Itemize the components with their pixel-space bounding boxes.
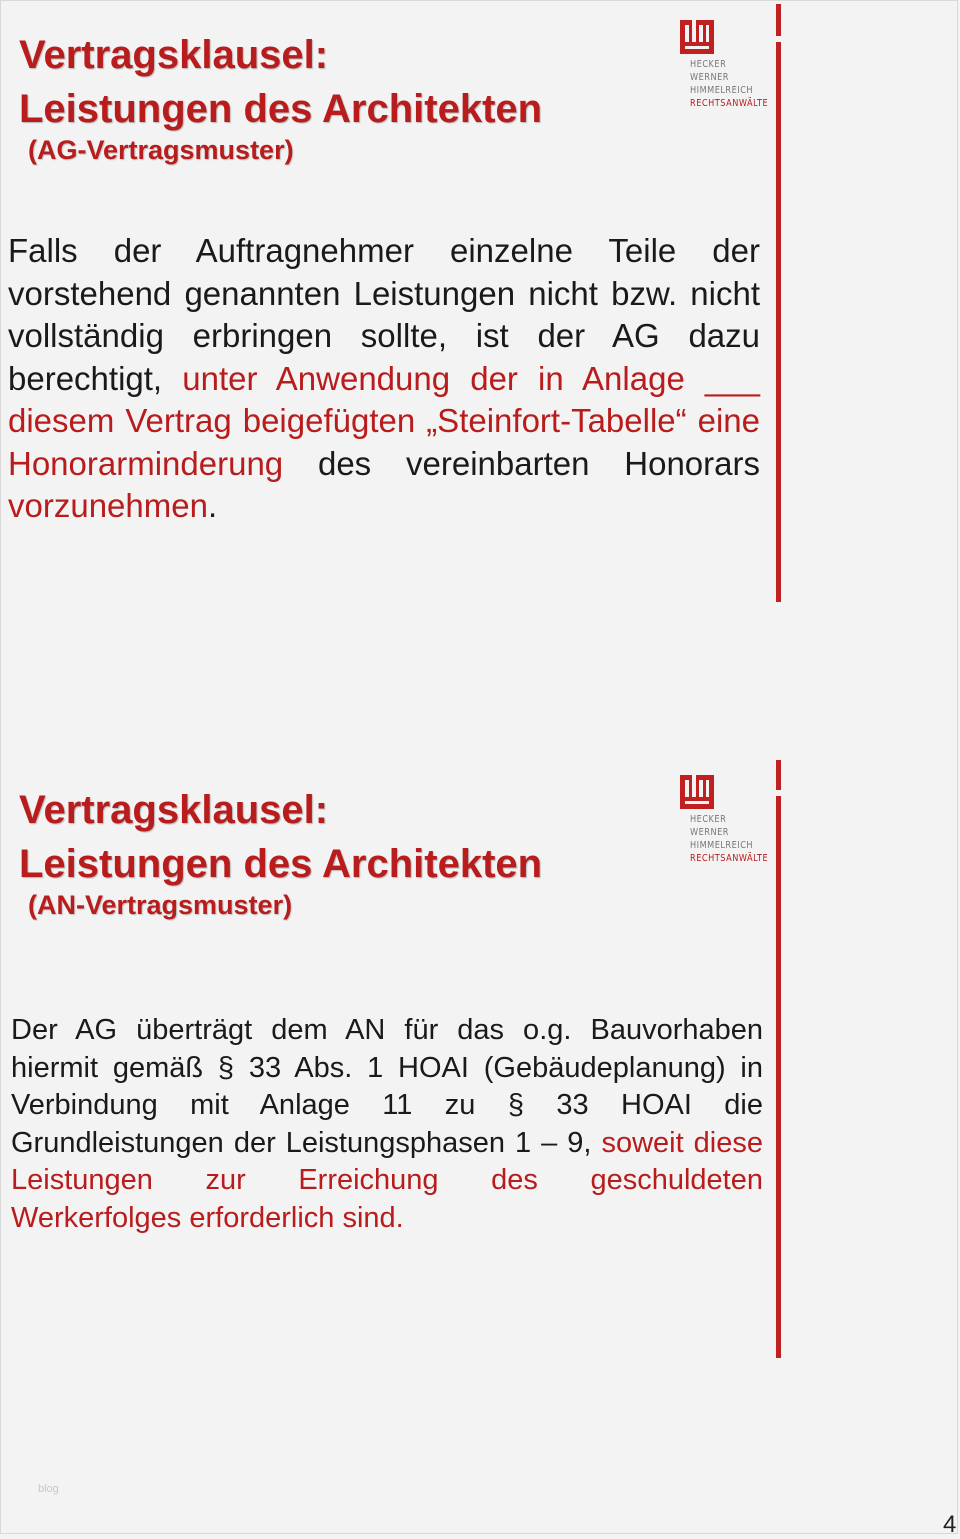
logo-text-werner: WERNER: [690, 72, 729, 83]
clause-text: [8, 230, 760, 528]
clause-highlight: unter Anwendung der in Anlage ___ diesem Vertrag beigefügten „Steinfort-Tabelle“ eine Honorarminderung: [8, 359, 760, 482]
logo-text-himmelreich: HIMMELREICH: [690, 840, 754, 851]
hwh-logo-icon: [680, 20, 714, 54]
title-line-1: Vertragsklausel:: [19, 33, 329, 77]
logo-text-rechtsanwaelte: RECHTSANWÄLTE: [690, 853, 769, 864]
title-line-2: Leistungen des Architekten: [19, 842, 543, 886]
title-line-1: Vertragsklausel:: [19, 788, 329, 832]
law-firm-logo: [680, 775, 770, 865]
clause-text-part: des vereinbarten Honorars: [283, 444, 760, 482]
slide-title: [19, 783, 542, 891]
clause-highlight: soweit diese Leistungen zur Erreichung des geschuldeten Werkerfolges erforderlich sind.: [11, 1126, 763, 1234]
slide-an-vertragsmuster: [0, 756, 960, 1376]
slide-subtitle: (AG-Vertragsmuster): [28, 135, 294, 165]
slide-ag-vertragsmuster: [0, 0, 960, 760]
slide-subtitle: (AN-Vertragsmuster): [28, 890, 293, 920]
clause-text: [11, 1012, 763, 1237]
logo-text-hecker: HECKER: [690, 814, 727, 825]
clause-text-part: Falls der Auftragnehmer einzelne Teile der vorstehend genannten Leistungen nicht bzw. nicht vollständig erbringen sollte, ist der AG dazu berechtigt,: [8, 232, 760, 397]
clause-text-part: .: [207, 487, 218, 524]
logo-text-rechtsanwaelte: RECHTSANWÄLTE: [690, 98, 769, 109]
divider-rule-top: [776, 4, 781, 36]
logo-text-werner: WERNER: [690, 827, 729, 838]
divider-rule-main: [776, 796, 781, 1358]
clause-text-part: Der AG überträgt dem AN für das o.g. Bauvorhaben hiermit gemäß § 33 Abs. 1 HOAI (Gebäudeplanung) in Verbindung mit Anlage 11 zu § 33 HOAI die Grundleistungen der Leistungsphasen 1 – 9,: [11, 1014, 763, 1159]
slide-title: [19, 28, 542, 136]
divider-rule-top: [776, 760, 781, 790]
clause-highlight: vorzunehmen: [8, 487, 208, 524]
law-firm-logo: [680, 20, 770, 110]
logo-text-himmelreich: HIMMELREICH: [690, 85, 754, 96]
divider-rule-main: [776, 42, 781, 602]
watermark: blog: [38, 1483, 59, 1495]
page-number: 4: [943, 1511, 957, 1538]
logo-text-hecker: HECKER: [690, 59, 727, 70]
hwh-logo-icon: [680, 775, 714, 809]
title-line-2: Leistungen des Architekten: [19, 87, 543, 131]
